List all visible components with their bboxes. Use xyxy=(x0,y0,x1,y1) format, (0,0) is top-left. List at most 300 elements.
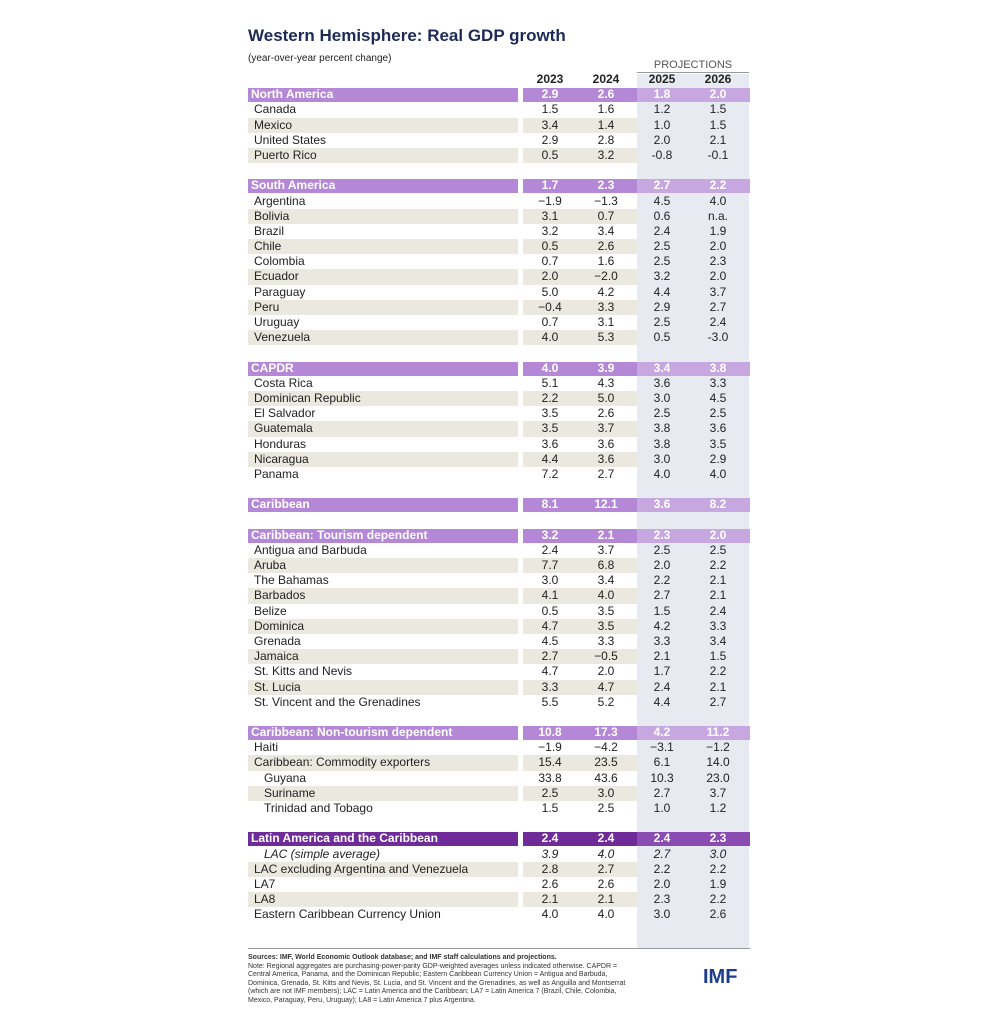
row-value: 2.9 xyxy=(653,299,671,314)
row-value: 3.4 xyxy=(597,573,615,588)
row-value: −2.0 xyxy=(594,269,618,284)
row-value: 4.2 xyxy=(653,725,671,740)
row-label: Jamaica xyxy=(254,649,299,664)
row-value: 3.7 xyxy=(597,421,615,436)
row-value: 8.2 xyxy=(709,497,727,512)
row-label: Haiti xyxy=(254,740,279,755)
row-value: 5.3 xyxy=(597,330,615,345)
row-value: 2.4 xyxy=(541,831,559,846)
table-row xyxy=(248,133,750,148)
row-value: 2.7 xyxy=(709,694,727,709)
row-value: 5.2 xyxy=(597,694,615,709)
row-value: 2.7 xyxy=(597,861,615,876)
row-value: 6.1 xyxy=(653,755,671,770)
row-value: 0.5 xyxy=(541,239,559,254)
row-value: 2.3 xyxy=(653,892,671,907)
row-value: 2.6 xyxy=(597,876,615,891)
row-value: 3.0 xyxy=(653,907,671,922)
row-value: −0.4 xyxy=(538,299,562,314)
row-label: Mexico xyxy=(254,117,293,132)
table-row xyxy=(248,421,750,436)
table-row xyxy=(248,406,750,421)
table-row xyxy=(248,680,750,695)
row-value: 2.7 xyxy=(709,299,727,314)
row-value: 12.1 xyxy=(594,497,618,512)
table-row xyxy=(248,543,750,558)
row-value: 2.0 xyxy=(709,269,727,284)
row-label: LAC excluding Argentina and Venezuela xyxy=(254,861,469,876)
row-label: Ecuador xyxy=(254,269,299,284)
row-value: 2.2 xyxy=(709,558,727,572)
row-value: 10.3 xyxy=(650,770,674,785)
row-value: n.a. xyxy=(707,208,728,223)
table-row xyxy=(248,148,750,163)
row-label: Trinidad and Tobago xyxy=(264,801,373,815)
row-value: 1.5 xyxy=(541,102,559,117)
table-row xyxy=(248,664,750,679)
row-value: 6.8 xyxy=(597,558,615,572)
row-value: 2.7 xyxy=(541,649,559,664)
row-value: 3.3 xyxy=(653,633,671,648)
row-value: 4.7 xyxy=(597,679,615,694)
row-label: Guatemala xyxy=(254,421,313,436)
row-label: The Bahamas xyxy=(254,573,329,588)
row-label: Venezuela xyxy=(254,330,311,345)
row-value: 2.1 xyxy=(709,679,727,694)
page-title: Western Hemisphere: Real GDP growth xyxy=(248,26,566,45)
row-value: 3.5 xyxy=(541,406,559,421)
row-value: −1.2 xyxy=(706,740,730,755)
row-value: 2.3 xyxy=(653,527,671,542)
table-spacer xyxy=(248,345,750,360)
table-bottom-rule xyxy=(248,948,750,949)
row-label: Bolivia xyxy=(254,208,290,223)
row-value: 4.4 xyxy=(653,694,671,709)
row-value: 1.7 xyxy=(653,664,671,679)
group-header-row xyxy=(248,361,750,376)
row-label: St. Kitts and Nevis xyxy=(254,664,353,679)
row-value: −1.3 xyxy=(594,193,618,208)
table-row xyxy=(248,771,750,786)
row-label: Caribbean xyxy=(251,497,310,512)
row-value: 2.9 xyxy=(541,132,559,147)
row-value: 4.0 xyxy=(653,466,671,481)
table-row xyxy=(248,755,750,770)
row-value: 17.3 xyxy=(594,725,618,740)
table-row xyxy=(248,330,750,345)
row-value: 1.0 xyxy=(653,117,671,132)
row-value: 1.2 xyxy=(653,102,671,117)
group-header-row xyxy=(248,178,750,193)
row-value: 3.5 xyxy=(597,618,615,633)
table-row xyxy=(248,391,750,406)
row-value: 2.0 xyxy=(709,239,727,254)
row-value: 4.7 xyxy=(541,618,559,633)
row-value: 2.9 xyxy=(709,451,727,466)
row-value: 0.7 xyxy=(541,254,559,269)
row-value: 3.2 xyxy=(597,147,615,162)
row-value: -0.1 xyxy=(707,147,729,162)
row-value: 2.4 xyxy=(653,831,671,846)
sources-line: Sources: IMF, World Economic Outlook database; and IMF staff calculations and projections. xyxy=(248,954,557,961)
row-value: 3.0 xyxy=(541,573,559,588)
row-label: St. Lucia xyxy=(254,679,301,694)
row-label: Aruba xyxy=(254,558,287,572)
row-value: 2.3 xyxy=(709,831,727,846)
row-value: -3.0 xyxy=(707,330,729,345)
row-label: Honduras xyxy=(254,436,307,451)
row-value: 2.5 xyxy=(541,785,559,800)
row-value: 7.7 xyxy=(541,558,559,572)
row-value: 2.5 xyxy=(653,406,671,421)
row-value: 0.6 xyxy=(653,208,671,223)
row-value: 3.3 xyxy=(709,375,727,390)
table-spacer xyxy=(248,163,750,178)
note-text: Note: Regional aggregates are purchasing-power-parity GDP-weighted averages unless indicated otherwise. CAPDR = Central America, Panama, and the Dominican Republic; Eastern Caribbean Currency Union = Antigua and Barbuda, Dominica, Grenada, St. Kitts and Nevis, St. Lucia, and St. Vincent and the Grenadines, as well as Anguilla and Montserrat (which are not IMF members); LAC = Latin America and the Caribbean; LA7 = Latin America 7 (Brazil, Chile, Colombia, Mexico, Paraguay, Peru, Uruguay); LA8 = Latin America 7 plus Argentina. xyxy=(248,962,626,1004)
group-header-row xyxy=(248,87,750,102)
row-label: Paraguay xyxy=(254,284,306,299)
row-label: Puerto Rico xyxy=(254,147,317,162)
row-label: Brazil xyxy=(254,223,285,238)
table-row xyxy=(248,102,750,117)
row-value: 2.1 xyxy=(541,892,559,907)
row-value: 3.0 xyxy=(597,785,615,800)
row-value: 2.5 xyxy=(709,406,727,421)
row-value: 1.8 xyxy=(653,87,671,102)
row-value: 2.8 xyxy=(541,861,559,876)
row-value: 3.8 xyxy=(653,436,671,451)
table-row xyxy=(248,467,750,482)
row-label: Panama xyxy=(254,466,299,481)
row-value: 2.3 xyxy=(709,254,727,269)
row-value: 3.2 xyxy=(541,527,559,542)
page-subtitle: (year-over-year percent change) xyxy=(248,53,392,64)
row-value: 2.4 xyxy=(653,223,671,238)
row-value: 4.1 xyxy=(541,588,559,603)
row-value: 2.7 xyxy=(653,588,671,603)
row-value: 3.8 xyxy=(709,360,727,375)
row-label: Nicaragua xyxy=(254,451,309,466)
row-value: -0.8 xyxy=(651,147,673,162)
table-row xyxy=(248,786,750,801)
row-value: 1.4 xyxy=(597,117,615,132)
row-value: 4.0 xyxy=(541,907,559,922)
row-value: 1.5 xyxy=(709,649,727,664)
row-value: 43.6 xyxy=(594,770,618,785)
table-row xyxy=(248,376,750,391)
row-value: 4.5 xyxy=(709,390,727,405)
row-value: 4.0 xyxy=(597,588,615,603)
row-value: 3.1 xyxy=(597,315,615,329)
row-label: El Salvador xyxy=(254,406,316,421)
row-value: 0.5 xyxy=(541,603,559,618)
row-label: Caribbean: Tourism dependent xyxy=(251,527,428,542)
row-value: 5.0 xyxy=(597,390,615,405)
row-value: 2.0 xyxy=(653,876,671,891)
row-value: 4.0 xyxy=(541,360,559,375)
row-stripe xyxy=(248,892,518,907)
row-label: Caribbean: Non-tourism dependent xyxy=(251,725,453,740)
row-stripe xyxy=(248,558,518,573)
row-value: 2.0 xyxy=(541,269,559,284)
row-value: 3.6 xyxy=(597,436,615,451)
row-value: 23.5 xyxy=(594,755,618,770)
table-row xyxy=(248,907,750,922)
row-value: 0.7 xyxy=(597,208,615,223)
table-row xyxy=(248,118,750,133)
row-label: Barbados xyxy=(254,588,306,603)
row-value: −1.9 xyxy=(538,740,562,755)
row-value: 2.2 xyxy=(709,861,727,876)
row-value: 7.2 xyxy=(541,466,559,481)
row-value: 3.0 xyxy=(709,846,727,861)
row-value: 0.7 xyxy=(541,315,559,329)
row-label: St. Vincent and the Grenadines xyxy=(254,694,421,709)
table-row xyxy=(248,194,750,209)
row-value: 2.5 xyxy=(709,542,727,557)
row-value: 2.7 xyxy=(653,785,671,800)
gdp-table xyxy=(248,72,750,923)
table-row xyxy=(248,209,750,224)
table-row xyxy=(248,892,750,907)
row-value: 1.7 xyxy=(541,178,559,193)
row-value: 3.2 xyxy=(653,269,671,284)
row-value: 3.6 xyxy=(597,451,615,466)
row-value: 4.0 xyxy=(541,330,559,345)
table-row xyxy=(248,877,750,892)
row-value: 2.7 xyxy=(597,466,615,481)
sources-note xyxy=(248,954,628,1006)
row-value: 3.3 xyxy=(597,299,615,314)
row-value: 3.6 xyxy=(653,497,671,512)
row-value: 2.3 xyxy=(597,178,615,193)
row-value: 2.0 xyxy=(597,664,615,679)
table-row xyxy=(248,558,750,573)
table-row xyxy=(248,847,750,862)
row-value: 3.2 xyxy=(541,223,559,238)
row-value: 2.1 xyxy=(597,527,615,542)
table-spacer xyxy=(248,710,750,725)
row-value: 4.0 xyxy=(709,193,727,208)
row-label: Costa Rica xyxy=(254,375,313,390)
row-value: 1.2 xyxy=(709,801,727,815)
row-label: LAC (simple average) xyxy=(264,846,381,861)
group-header-row xyxy=(248,497,750,512)
row-value: 8.1 xyxy=(541,497,559,512)
row-label: Peru xyxy=(254,299,280,314)
table-row xyxy=(248,315,750,330)
row-value: 2.6 xyxy=(597,406,615,421)
row-value: 2.0 xyxy=(709,527,727,542)
row-label: Guyana xyxy=(264,770,307,785)
table-row xyxy=(248,437,750,452)
row-label: Eastern Caribbean Currency Union xyxy=(254,907,441,922)
row-value: 3.9 xyxy=(597,360,615,375)
imf-logo: IMF xyxy=(703,966,738,988)
row-label: Caribbean: Commodity exporters xyxy=(254,755,431,770)
row-value: 4.0 xyxy=(709,466,727,481)
row-value: 2.4 xyxy=(709,315,727,329)
group-header-row xyxy=(248,725,750,740)
row-value: 3.6 xyxy=(653,375,671,390)
row-value: 1.9 xyxy=(709,223,727,238)
row-label: United States xyxy=(254,132,327,147)
table-row xyxy=(248,740,750,755)
row-value: 3.0 xyxy=(653,390,671,405)
row-label: Latin America and the Caribbean xyxy=(251,831,438,846)
row-value: −3.1 xyxy=(650,740,674,755)
row-value: 14.0 xyxy=(706,755,730,770)
row-value: 3.4 xyxy=(541,117,559,132)
row-value: 2.5 xyxy=(653,254,671,269)
row-label: Antigua and Barbuda xyxy=(254,542,367,557)
row-value: 5.1 xyxy=(541,375,559,390)
row-value: 1.5 xyxy=(709,117,727,132)
row-value: 2.2 xyxy=(541,390,559,405)
row-value: 3.0 xyxy=(653,451,671,466)
table-spacer xyxy=(248,482,750,497)
row-value: 4.2 xyxy=(653,618,671,633)
row-value: 3.5 xyxy=(597,603,615,618)
row-value: 10.8 xyxy=(538,725,562,740)
row-label: LA7 xyxy=(254,876,276,891)
row-value: 2.5 xyxy=(653,239,671,254)
row-value: 4.4 xyxy=(541,451,559,466)
group-header-row xyxy=(248,831,750,846)
row-label: Dominica xyxy=(254,618,305,633)
group-header-row xyxy=(248,528,750,543)
year-header: 2023 xyxy=(536,72,564,86)
row-value: 23.0 xyxy=(706,770,730,785)
row-value: 2.7 xyxy=(653,846,671,861)
row-label: LA8 xyxy=(254,892,276,907)
row-value: 2.4 xyxy=(541,542,559,557)
row-value: 3.5 xyxy=(541,421,559,436)
row-value: 2.0 xyxy=(709,87,727,102)
row-value: 2.5 xyxy=(653,542,671,557)
row-value: 2.2 xyxy=(653,573,671,588)
row-value: 2.6 xyxy=(597,87,615,102)
year-header: 2026 xyxy=(704,72,732,86)
row-value: 2.1 xyxy=(653,649,671,664)
row-value: 1.5 xyxy=(541,801,559,815)
row-value: 4.3 xyxy=(597,375,615,390)
row-value: 3.4 xyxy=(653,360,671,375)
row-value: 3.7 xyxy=(709,284,727,299)
row-value: 0.5 xyxy=(541,147,559,162)
row-label: Colombia xyxy=(254,254,305,269)
row-value: 2.1 xyxy=(597,892,615,907)
table-row xyxy=(248,649,750,664)
row-value: 2.0 xyxy=(653,132,671,147)
row-value: 3.6 xyxy=(541,436,559,451)
row-value: 3.3 xyxy=(709,618,727,633)
table-row xyxy=(248,224,750,239)
row-value: 2.9 xyxy=(541,87,559,102)
row-value: −1.9 xyxy=(538,193,562,208)
row-value: 3.3 xyxy=(597,633,615,648)
year-header: 2025 xyxy=(648,72,676,86)
table-row xyxy=(248,634,750,649)
row-label: CAPDR xyxy=(251,360,294,375)
row-value: 2.4 xyxy=(709,603,727,618)
row-value: 4.0 xyxy=(597,846,615,861)
row-value: 1.9 xyxy=(709,876,727,891)
table-row xyxy=(248,285,750,300)
row-label: Uruguay xyxy=(254,315,300,329)
row-label: Belize xyxy=(254,603,287,618)
row-value: 2.2 xyxy=(653,861,671,876)
row-value: 2.8 xyxy=(597,132,615,147)
table-row xyxy=(248,695,750,710)
row-value: 3.7 xyxy=(597,542,615,557)
row-value: 5.5 xyxy=(541,694,559,709)
row-value: 3.5 xyxy=(709,436,727,451)
table-row xyxy=(248,573,750,588)
row-label: Suriname xyxy=(264,785,316,800)
row-label: Grenada xyxy=(254,633,301,648)
row-value: 2.6 xyxy=(541,876,559,891)
row-value: 0.5 xyxy=(653,330,671,345)
row-value: 2.4 xyxy=(597,831,615,846)
row-value: 11.2 xyxy=(706,725,730,740)
row-value: 3.7 xyxy=(709,785,727,800)
table-row xyxy=(248,452,750,467)
row-value: 2.0 xyxy=(653,558,671,572)
row-value: 33.8 xyxy=(538,770,562,785)
row-value: 4.5 xyxy=(653,193,671,208)
row-value: 2.6 xyxy=(709,907,727,922)
table-row xyxy=(248,619,750,634)
row-value: 2.6 xyxy=(597,239,615,254)
row-value: 2.4 xyxy=(653,679,671,694)
row-value: −4.2 xyxy=(594,740,618,755)
year-header: 2024 xyxy=(592,72,620,86)
row-label: Canada xyxy=(254,102,297,117)
row-value: 2.1 xyxy=(709,573,727,588)
table-header-row xyxy=(248,72,750,87)
row-value: 1.0 xyxy=(653,801,671,815)
table-spacer xyxy=(248,512,750,527)
row-value: 3.9 xyxy=(541,846,559,861)
projections-label: PROJECTIONS xyxy=(653,59,733,71)
row-value: 2.5 xyxy=(597,801,615,815)
row-value: 2.5 xyxy=(653,315,671,329)
row-value: 2.2 xyxy=(709,178,727,193)
table-row xyxy=(248,254,750,269)
table-row xyxy=(248,300,750,315)
row-value: 3.8 xyxy=(653,421,671,436)
row-label: Chile xyxy=(254,239,282,254)
row-value: 3.1 xyxy=(541,208,559,223)
row-label: Argentina xyxy=(254,193,306,208)
table-row xyxy=(248,588,750,603)
row-value: 2.7 xyxy=(653,178,671,193)
table-row xyxy=(248,862,750,877)
row-value: 2.2 xyxy=(709,664,727,679)
row-label: South America xyxy=(251,178,336,193)
row-value: 3.3 xyxy=(541,679,559,694)
row-value: 2.2 xyxy=(709,892,727,907)
row-label: Dominican Republic xyxy=(254,390,361,405)
row-value: 3.6 xyxy=(709,421,727,436)
row-value: 15.4 xyxy=(538,755,562,770)
table-row xyxy=(248,801,750,816)
row-value: 5.0 xyxy=(541,284,559,299)
row-stripe xyxy=(248,239,518,254)
row-value: 3.4 xyxy=(709,633,727,648)
row-value: 4.5 xyxy=(541,633,559,648)
